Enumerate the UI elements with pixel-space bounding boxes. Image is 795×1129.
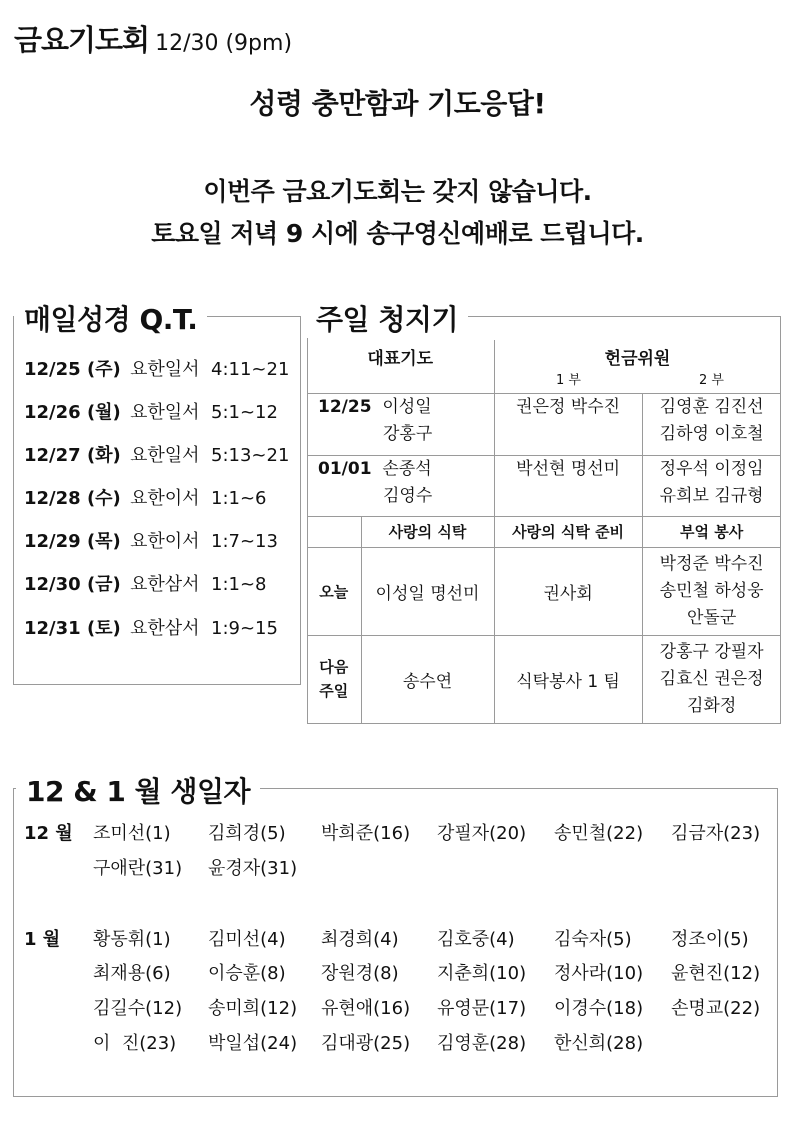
next-row (307, 635, 781, 723)
kitchen-names: 안돌군 (686, 607, 737, 628)
december-label: 12 월 (24, 823, 73, 844)
page-title (14, 18, 292, 59)
birthday-entry: 김금자(23) (671, 823, 761, 844)
prayer-name: 이성일 (382, 396, 432, 417)
today-prep: 권사회 (494, 547, 642, 635)
qt-reference: 요한이서 1:1~6 (130, 488, 267, 509)
qt-reference: 요한삼서 1:1~8 (130, 574, 267, 595)
service-date: 12/30 (9pm) (155, 31, 293, 56)
qt-row (24, 441, 289, 467)
love-meal-prep-header: 사랑의 식탁 준비 (494, 516, 642, 547)
kitchen-names: 김화정 (686, 695, 737, 716)
blank-cell (307, 516, 361, 547)
part2-names: 김하영 이호철 (659, 423, 764, 444)
today-kitchen (642, 547, 780, 635)
qt-title: 매일성경 Q.T. (14, 298, 207, 338)
birthday-entry: 송민철(22) (554, 823, 644, 844)
birthday-entry: 김호중(4) (437, 929, 515, 950)
next-kitchen (642, 635, 780, 723)
kitchen-header: 부엌 봉사 (642, 516, 780, 547)
birthday-entry: 강필자(20) (437, 823, 527, 844)
qt-reference: 요한일서 4:11~21 (130, 359, 290, 380)
birthday-entry: 박희준(16) (321, 823, 411, 844)
part2-header: 2 부 (699, 373, 724, 388)
birthday-entry: 지춘희(10) (437, 963, 527, 984)
birthday-entry: 유영문(17) (437, 998, 527, 1019)
qt-date: 12/31 (토) (24, 618, 121, 639)
qt-row (24, 355, 289, 381)
kitchen-names: 박정준 박수진 (659, 553, 764, 574)
qt-row (24, 527, 278, 553)
sunday-header-row (307, 340, 781, 393)
notice-line-1: 이번주 금요기도회는 갖지 않습니다. (203, 177, 592, 206)
birthday-entry: 김희경(5) (208, 823, 286, 844)
january-label: 1 월 (24, 929, 61, 950)
birthday-entry: 구애란(31) (93, 858, 183, 879)
part2-names: 정우석 이정임 (659, 458, 764, 479)
today-row (307, 547, 781, 635)
birthday-entry: 최재용(6) (93, 963, 171, 984)
birthday-entry: 유현애(16) (321, 998, 411, 1019)
part2-cell (642, 393, 780, 455)
birthday-entry: 정조이(5) (671, 929, 749, 950)
notice-title: 성령 충만함과 기도응답! (249, 87, 546, 120)
prayer-cell (307, 393, 494, 455)
qt-reference: 요한삼서 1:9~15 (130, 618, 278, 639)
birthday-entry: 김영훈(28) (437, 1033, 527, 1054)
birthday-entry: 김길수(12) (93, 998, 183, 1019)
birthday-entry: 조미선(1) (93, 823, 171, 844)
today-label: 오늘 (307, 547, 361, 635)
prayer-name: 손종석 (382, 458, 432, 479)
prayer-name: 김영수 (383, 485, 433, 506)
prayer-cell (307, 455, 494, 516)
kitchen-names: 강홍구 강필자 (659, 641, 764, 662)
sunday-table (307, 340, 781, 723)
offering-header (494, 340, 781, 393)
birthday-entry: 박일섭(24) (208, 1033, 298, 1054)
birthday-entry: 이경수(18) (554, 998, 644, 1019)
qt-row (24, 570, 267, 596)
qt-row (24, 484, 267, 510)
next-label (307, 635, 361, 723)
part1-cell: 박선현 명선미 (494, 455, 642, 516)
sunday-title: 주일 청지기 (306, 298, 468, 338)
sunday-date: 12/25 (318, 396, 372, 417)
sunday-row (307, 455, 781, 516)
birthday-entry: 정사라(10) (554, 963, 644, 984)
qt-date: 12/26 (월) (24, 402, 121, 423)
qt-reference: 요한일서 5:1~12 (130, 402, 278, 423)
part2-names: 유희보 김규형 (659, 485, 764, 506)
qt-reference: 요한일서 5:13~21 (130, 445, 290, 466)
birthday-entry: 김숙자(5) (554, 929, 632, 950)
birthday-entry: 손명교(22) (671, 998, 761, 1019)
qt-date: 12/30 (금) (24, 574, 121, 595)
prayer-name: 강홍구 (383, 423, 433, 444)
qt-date: 12/29 (목) (24, 531, 121, 552)
birthday-entry: 김대광(25) (321, 1033, 411, 1054)
part2-cell (642, 455, 780, 516)
qt-date: 12/25 (주) (24, 359, 121, 380)
offering-subheaders (495, 369, 781, 388)
prayer-header: 대표기도 (367, 349, 434, 369)
meal-header-row (307, 516, 781, 547)
birthday-entry: 이 진(23) (93, 1033, 177, 1054)
birthday-entry: 황동휘(1) (93, 929, 171, 950)
birthday-title: 12 & 1 월 생일자 (16, 770, 260, 810)
next-prep: 식탁봉사 1 팀 (494, 635, 642, 723)
notice-line-2: 토요일 저녁 9 시에 송구영신예배로 드립니다. (151, 219, 644, 248)
birthday-entry: 최경희(4) (321, 929, 399, 950)
part2-names: 김영훈 김진선 (659, 396, 764, 417)
qt-row (24, 614, 278, 640)
kitchen-names: 송민철 하성웅 (659, 580, 764, 601)
sunday-date: 01/01 (318, 458, 372, 479)
next-label-line: 주일 (319, 682, 349, 701)
sunday-row (307, 393, 781, 455)
birthday-entry: 장원경(8) (321, 963, 399, 984)
next-love-meal: 송수연 (361, 635, 494, 723)
part1-cell: 권은정 박수진 (494, 393, 642, 455)
part1-header: 1 부 (556, 373, 581, 388)
offering-header-label: 헌금위원 (604, 349, 671, 369)
birthday-entry: 김미선(4) (208, 929, 286, 950)
birthday-entry: 윤현진(12) (671, 963, 761, 984)
kitchen-names: 김효신 권은정 (659, 668, 764, 689)
page-title-text: 금요기도회 (14, 23, 150, 57)
birthday-entry: 한신희(28) (554, 1033, 644, 1054)
birthday-entry: 윤경자(31) (208, 858, 298, 879)
qt-reference: 요한이서 1:7~13 (130, 531, 278, 552)
qt-date: 12/27 (화) (24, 445, 121, 466)
birthday-entry: 이승훈(8) (208, 963, 286, 984)
qt-row (24, 398, 278, 424)
birthday-entry: 송미희(12) (208, 998, 298, 1019)
qt-date: 12/28 (수) (24, 488, 121, 509)
today-love-meal: 이성일 명선미 (361, 547, 494, 635)
next-label-line: 다음 (319, 658, 349, 677)
love-meal-header: 사랑의 식탁 (361, 516, 494, 547)
